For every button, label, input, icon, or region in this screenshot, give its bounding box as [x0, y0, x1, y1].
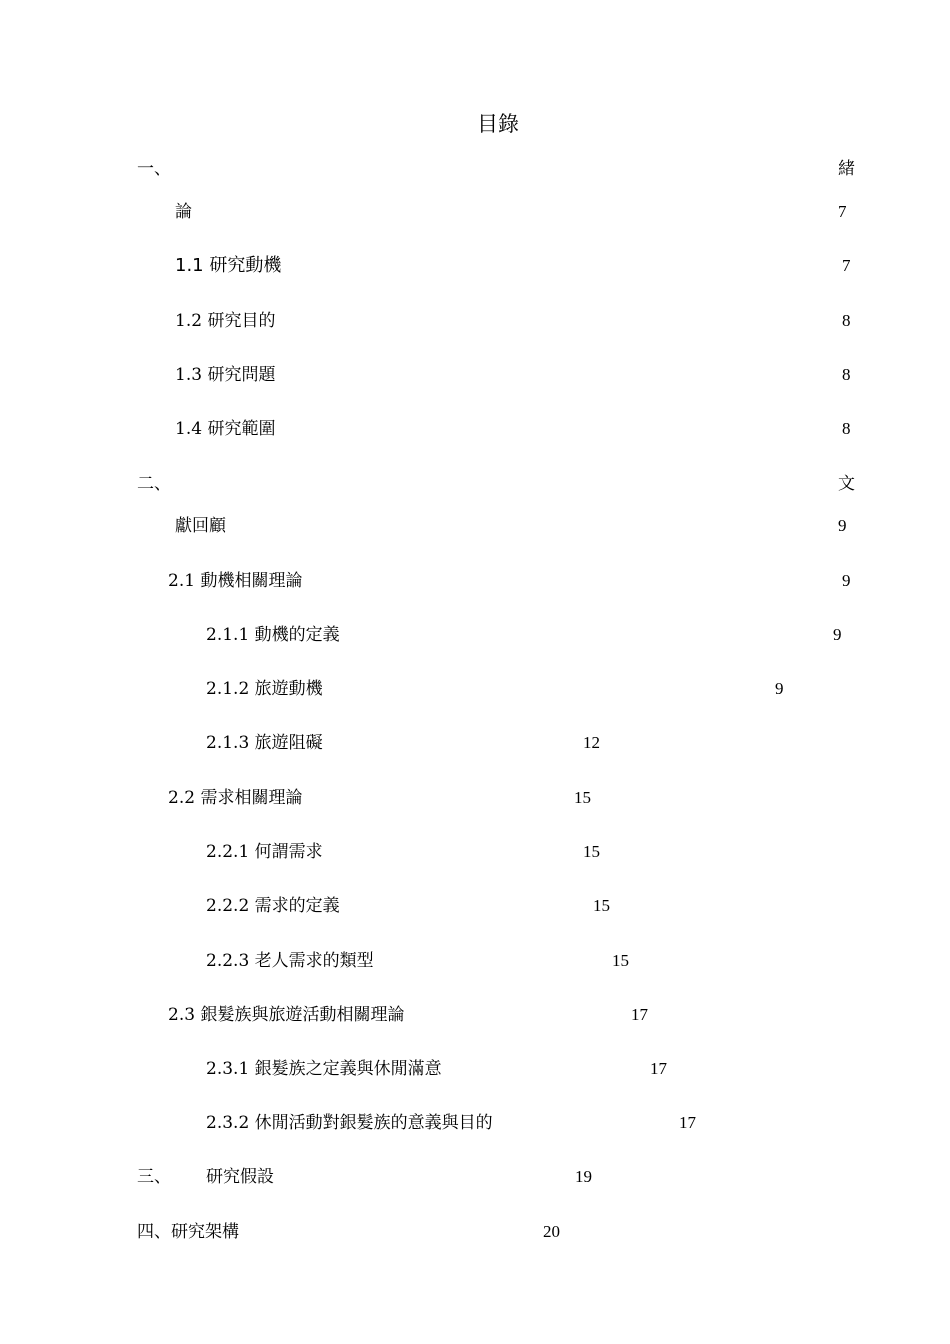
toc-s1-4-label: 1.4 研究範圍 — [175, 419, 276, 439]
toc-s1-3-label: 1.3 研究問題 — [175, 365, 276, 385]
toc-ch1-title-first: 緒 — [838, 159, 855, 179]
toc-s2-3-2-label: 2.3.2 休閒活動對銀髮族的意義與目的 — [206, 1113, 493, 1133]
toc-s2-1-page: 9 — [842, 571, 851, 590]
toc-s2-2-2-page: 15 — [593, 896, 610, 915]
toc-s2-2-3-page: 15 — [612, 951, 629, 970]
toc-ch2-prefix: 二、 — [137, 474, 171, 494]
toc-s2-2-label: 2.2 需求相關理論 — [168, 788, 303, 808]
toc-ch3-label: 研究假設 — [206, 1167, 274, 1187]
toc-s2-3-1-page: 17 — [650, 1059, 667, 1078]
toc-s2-1-label: 2.1 動機相關理論 — [168, 571, 303, 591]
toc-s2-1-1-page: 9 — [833, 625, 842, 644]
toc-ch1-title-rest: 論 — [175, 202, 192, 222]
toc-ch1-page: 7 — [838, 202, 847, 221]
toc-ch1-prefix: 一、 — [137, 159, 171, 179]
toc-s2-1-2-label: 2.1.2 旅遊動機 — [206, 679, 323, 699]
toc-s2-2-1-page: 15 — [583, 842, 600, 861]
toc-s2-1-3-label: 2.1.3 旅遊阻礙 — [206, 733, 323, 753]
toc-ch2-title-first: 文 — [838, 474, 855, 494]
toc-s2-3-1-label: 2.3.1 銀髮族之定義與休閒滿意 — [206, 1059, 442, 1079]
toc-s2-2-page: 15 — [574, 788, 591, 807]
toc-s2-3-label: 2.3 銀髮族與旅遊活動相關理論 — [168, 1005, 405, 1025]
toc-s1-4-page: 8 — [842, 419, 851, 438]
toc-s2-2-3-label: 2.2.3 老人需求的類型 — [206, 951, 374, 971]
toc-s2-2-2-label: 2.2.2 需求的定義 — [206, 896, 340, 916]
toc-s2-1-1-label: 2.1.1 動機的定義 — [206, 625, 340, 645]
toc-s1-2-label: 1.2 研究目的 — [175, 311, 276, 331]
toc-ch4-label: 四、研究架構 — [137, 1222, 239, 1242]
toc-ch3-page: 19 — [575, 1167, 592, 1186]
toc-ch2-page: 9 — [838, 516, 847, 535]
toc-ch2-title-rest: 獻回顧 — [175, 516, 226, 536]
toc-title: 目錄 — [477, 112, 519, 136]
toc-ch4-page: 20 — [543, 1222, 560, 1241]
toc-ch3-prefix: 三、 — [137, 1167, 171, 1187]
toc-s2-3-2-page: 17 — [679, 1113, 696, 1132]
toc-s2-3-page: 17 — [631, 1005, 648, 1024]
toc-s1-2-page: 8 — [842, 311, 851, 330]
toc-s1-1-page: 7 — [842, 256, 851, 275]
toc-s2-1-3-page: 12 — [583, 733, 600, 752]
toc-s2-1-2-page: 9 — [775, 679, 784, 698]
toc-s1-1-label: 1.1 研究動機 — [175, 255, 282, 276]
toc-s1-3-page: 8 — [842, 365, 851, 384]
toc-s2-2-1-label: 2.2.1 何謂需求 — [206, 842, 323, 862]
